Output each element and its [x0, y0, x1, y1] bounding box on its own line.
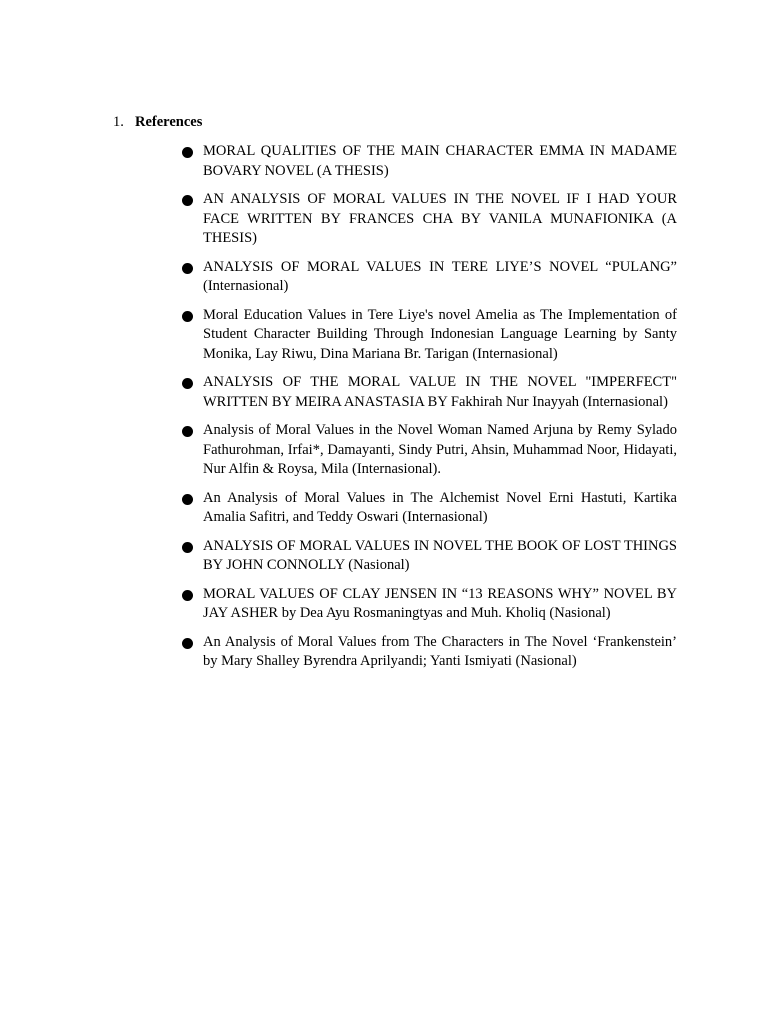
bullet-icon — [182, 638, 193, 649]
reference-text: Moral Education Values in Tere Liye's novel Amelia as The Implementation of Student Character Building Through Indonesian Language Learning by Santy Monika, Lay Riwu, Dina Mariana Br. Tarigan (Internasional) — [203, 306, 677, 362]
reference-text: AN ANALYSIS OF MORAL VALUES IN THE NOVEL IF I HAD YOUR FACE WRITTEN BY FRANCES CHA BY VANILA MUNAFIONIKA (A THESIS) — [203, 191, 677, 246]
bullet-icon — [182, 147, 193, 158]
reference-text: Analysis of Moral Values in the Novel Woman Named Arjuna by Remy Sylado Fathurohman, Irfai*, Damayanti, Sindy Putri, Ahsin, Muhammad Noor, Hidayati, Nur Alfin & Roysa, Mila (Internasional). — [203, 422, 677, 477]
reference-item — [182, 190, 677, 249]
bullet-icon — [182, 195, 193, 206]
reference-text: ANALYSIS OF MORAL VALUES IN TERE LIYE’S NOVEL “PULANG” (Internasional) — [203, 258, 677, 294]
reference-item — [182, 373, 677, 412]
reference-item — [182, 306, 677, 365]
bullet-icon — [182, 494, 193, 505]
reference-item — [182, 142, 677, 181]
reference-item — [182, 537, 677, 576]
reference-item — [182, 258, 677, 297]
bullet-icon — [182, 590, 193, 601]
reference-item — [182, 585, 677, 624]
bullet-icon — [182, 542, 193, 553]
reference-list — [182, 142, 677, 681]
bullet-icon — [182, 263, 193, 274]
bullet-icon — [182, 311, 193, 322]
reference-text: MORAL QUALITIES OF THE MAIN CHARACTER EMMA IN MADAME BOVARY NOVEL (A THESIS) — [203, 143, 677, 179]
reference-text: MORAL VALUES OF CLAY JENSEN IN “13 REASONS WHY” NOVEL BY JAY ASHER by Dea Ayu Rosmaningtyas and Muh. Kholiq (Nasional) — [203, 585, 677, 621]
bullet-icon — [182, 426, 193, 437]
section-heading — [113, 114, 202, 131]
section-number: 1. — [113, 114, 124, 130]
reference-text: ANALYSIS OF THE MORAL VALUE IN THE NOVEL "IMPERFECT" WRITTEN BY MEIRA ANASTASIA BY Fakhirah Nur Inayyah (Internasional) — [203, 374, 677, 410]
reference-item — [182, 633, 677, 672]
bullet-icon — [182, 378, 193, 389]
reference-text: An Analysis of Moral Values in The Alchemist Novel Erni Hastuti, Kartika Amalia Safitri, and Teddy Oswari (Internasional) — [203, 489, 677, 525]
reference-text: ANALYSIS OF MORAL VALUES IN NOVEL THE BOOK OF LOST THINGS BY JOHN CONNOLLY (Nasional) — [203, 537, 677, 573]
reference-item — [182, 421, 677, 480]
reference-text: An Analysis of Moral Values from The Characters in The Novel ‘Frankenstein’ by Mary Shalley Byrendra Aprilyandi; Yanti Ismiyati (Nasional) — [203, 633, 677, 669]
reference-item — [182, 489, 677, 528]
section-title: References — [135, 114, 203, 130]
